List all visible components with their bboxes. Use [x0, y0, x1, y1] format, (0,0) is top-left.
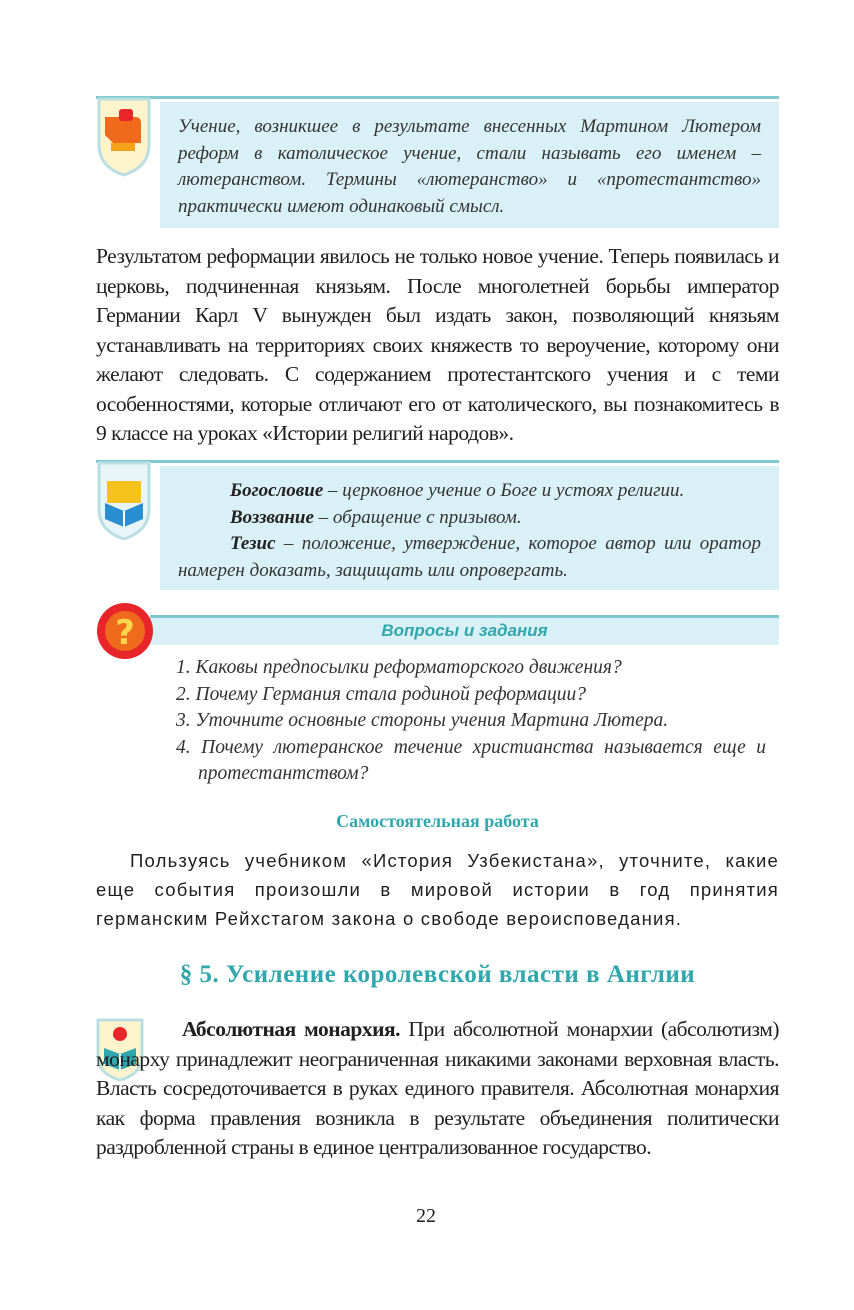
independent-work-title: Самостоятельная работа	[336, 811, 539, 831]
glossary-term: Тезис	[230, 533, 276, 554]
section-title: § 5. Усиление королевской власти в Англии	[179, 961, 696, 988]
page-number: 22	[416, 1205, 436, 1227]
section-paragraph	[96, 1015, 779, 1163]
svg-text:?: ?	[115, 613, 135, 653]
question-text: 4. Почему лютеранское течение христианства называется еще и протестантством?	[176, 736, 766, 784]
glossary-item	[178, 531, 761, 584]
questions-header-bar	[150, 615, 779, 645]
note-top-rule	[96, 96, 779, 99]
paragraph-text: При абсолютной монархии (абсолютизм) монарху принадлежит неограниченная никакими законами верховная власть. Власть сосредоточивается в руках единого правителя. Абсолютная монархия как форма правления возникла в результате объединения политически раздробленной страны в единое централизованное государство.	[96, 1017, 779, 1159]
paragraph-lead-term: Абсолютная монархия.	[182, 1017, 400, 1041]
glossary-term: Воззвание	[230, 506, 314, 528]
glossary-item	[178, 505, 761, 532]
questions-list	[176, 655, 766, 788]
open-book-icon	[95, 461, 153, 541]
question-item	[176, 735, 766, 788]
question-item: 2. Почему Германия стала родиной реформации?	[176, 683, 587, 705]
glossary-definition: – положение, утверждение, которое автор или оратор намерен доказать, защищать или опровергать.	[178, 533, 761, 581]
independent-work-text: Пользуясь учебником «История Узбекистана», уточните, какие еще события произошли в мировой истории в год принятия германским Рейхстагом закона о свободе вероисповедания.	[96, 850, 779, 929]
question-mark-icon	[95, 600, 155, 662]
info-note-text: Учение, возникшее в результате внесенных Мартином Лютером реформ в католическое учение, стали называть его именем – лютеранством. Термины «лютеранство» и «протестантство» практически имеют одинаковый смысл.	[178, 116, 761, 217]
body-paragraph: Результатом реформации явилось не только новое учение. Теперь появилась и церковь, подчиненная князьям. После многолетней борьбы император Германии Карл V вынужден был издать закон, позволяющий князьям устанавливать на территориях своих княжеств то вероучение, которому они желают следовать. С содержанием протестантского учения и с теми особенностями, которые отличают его от католического, вы познакомитесь в 9 классе на уроках «Истории религий народов».	[96, 244, 779, 445]
glossary-term: Богословие	[230, 480, 324, 501]
question-item: 1. Каковы предпосылки реформаторского движения?	[176, 657, 622, 678]
question-item: 3. Уточните основные стороны учения Мартина Лютера.	[176, 710, 669, 731]
glossary-item	[178, 478, 761, 505]
info-note	[160, 102, 779, 228]
glossary-definition: – церковное учение о Боге и устоях религии.	[323, 480, 685, 501]
glossary-top-rule	[96, 460, 779, 463]
glossary-definition: – обращение с призывом.	[313, 506, 522, 528]
hand-pointer-icon	[95, 97, 153, 177]
glossary-box	[160, 466, 779, 590]
questions-title: Вопросы и задания	[381, 621, 548, 640]
